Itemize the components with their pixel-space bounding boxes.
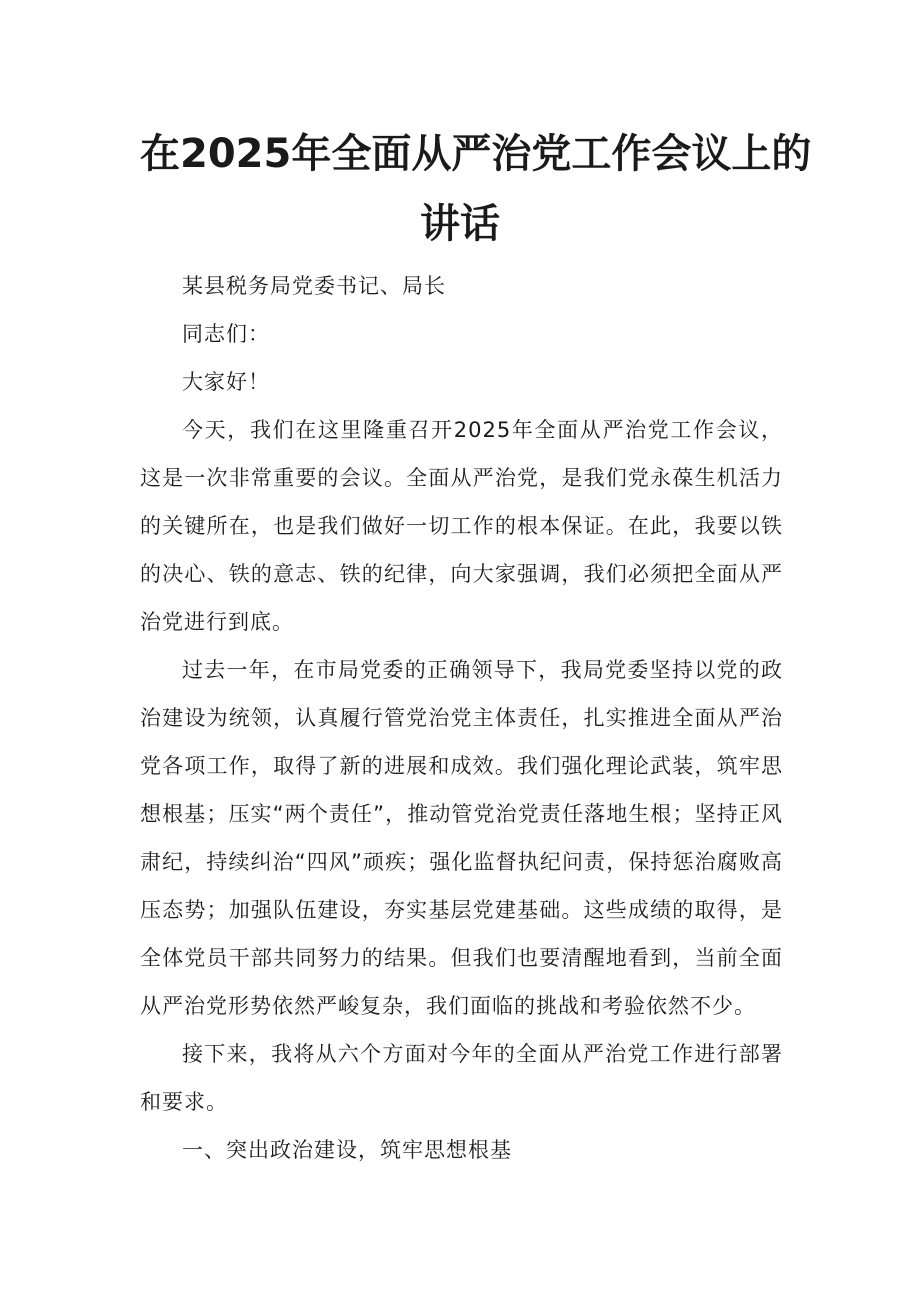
section-heading: 一、突出政治建设，筑牢思想根基 [182,1138,512,1162]
paragraph-block-1 [140,406,783,646]
greeting-line: 大家好！ [182,370,270,394]
paragraph-1: 今天，我们在这里隆重召开2025年全面从严治党工作会议，这是一次非常重要的会议。全面从严治党，是我们党永葆生机活力的关键所在，也是我们做好一切工作的根本保证。在此，我要以铁的决心、铁的意志、铁的纪律，向大家强调，我们必须把全面从严治党进行到底。 [140,418,783,634]
document-title-line-1: 在2025年全面从严治党工作会议上的 [140,131,812,177]
section-heading-block [140,1126,783,1174]
speaker-line: 某县税务局党委书记、局长 [182,274,446,298]
opening-block [140,262,783,406]
paragraph-2: 过去一年，在市局党委的正确领导下，我局党委坚持以党的政治建设为统领，认真履行管党治党主体责任，扎实推进全面从严治党各项工作，取得了新的进展和成效。我们强化理论武装，筑牢思想根基；压实“两个责任”，推动管党治党责任落地生根；坚持正风肃纪，持续纠治“四风”顽疾；强化监督执纪问责，保持惩治腐败高压态势；加强队伍建设，夯实基层党建基础。这些成绩的取得，是全体党员干部共同努力的结果。但我们也要清醒地看到，当前全面从严治党形势依然严峻复杂，我们面临的挑战和考验依然不少。 [140,658,783,1018]
paragraph-block-2 [140,646,783,1030]
paragraph-block-3 [140,1030,783,1126]
paragraph-3: 接下来，我将从六个方面对今年的全面从严治党工作进行部署和要求。 [140,1042,783,1114]
salutation-line: 同志们： [182,322,270,346]
document-title-line-2: 讲话 [420,201,500,247]
